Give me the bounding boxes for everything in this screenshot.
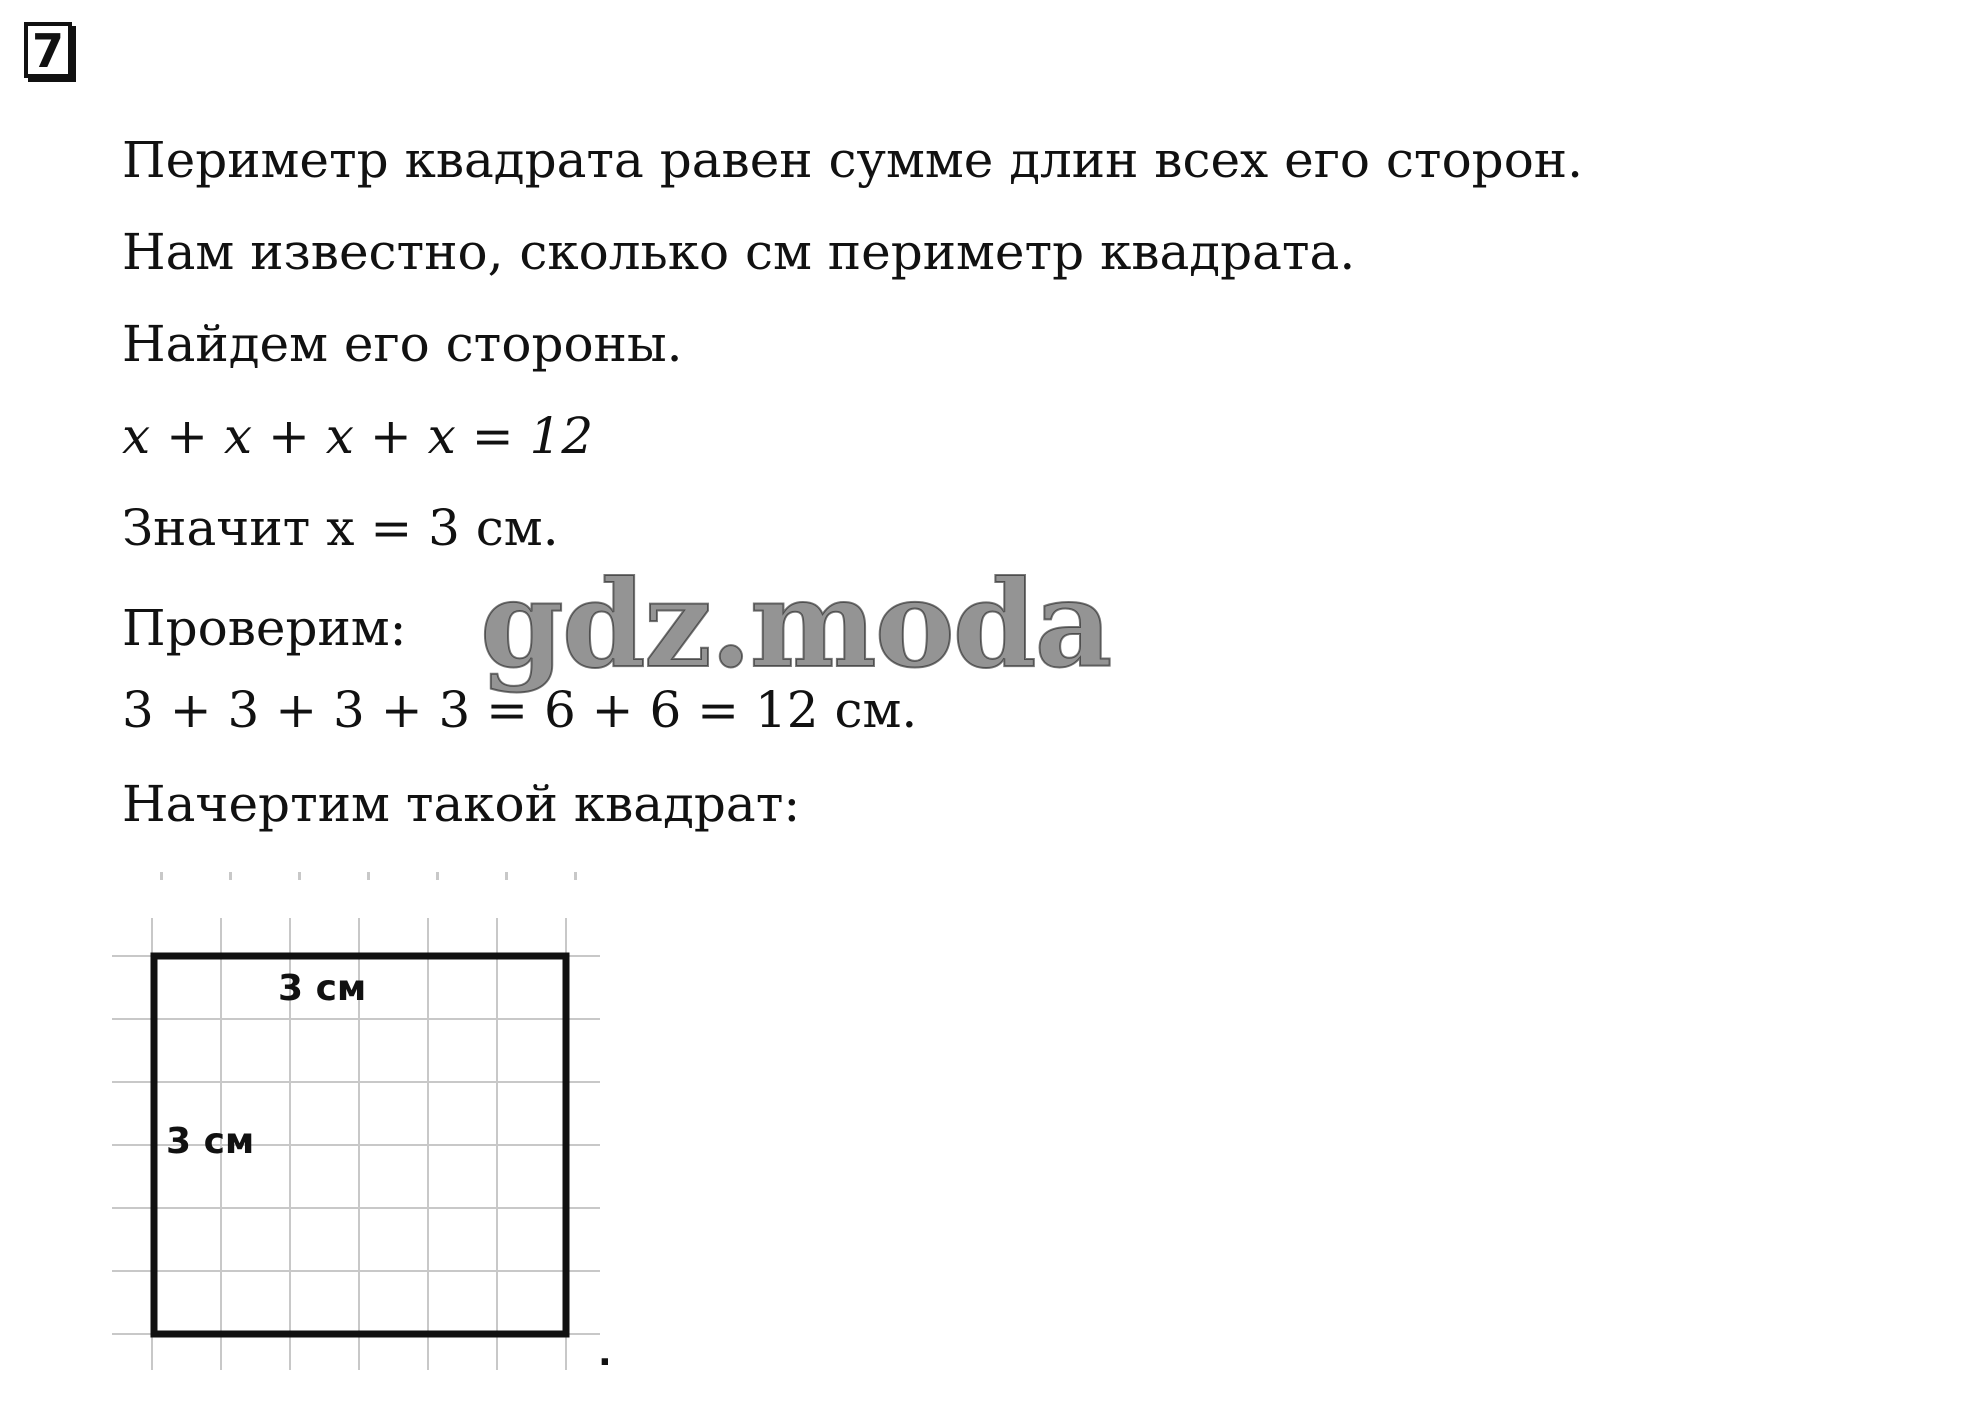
text-line-1: Периметр квадрата равен сумме длин всех его сторон.	[122, 131, 1584, 189]
text-line-2: Нам известно, сколько см периметр квадрата.	[122, 223, 1356, 281]
result-line: Значит x = 3 см.	[122, 499, 559, 557]
grid-dots	[160, 872, 577, 880]
task-number-box	[24, 22, 72, 78]
text-line-3: Найдем его стороны.	[122, 315, 683, 373]
top-side-label: 3 см	[278, 968, 367, 1009]
draw-instruction: Начертим такой квадрат:	[122, 775, 801, 833]
equation-line: x + x + x + x = 12	[122, 407, 594, 465]
end-period: .	[598, 1333, 612, 1374]
check-line: 3 + 3 + 3 + 3 = 6 + 6 = 12 см.	[122, 681, 918, 739]
square-figure	[100, 860, 640, 1380]
task-number: 7	[31, 24, 64, 78]
watermark-logo: gdz.moda	[480, 554, 1111, 695]
left-side-label: 3 см	[166, 1121, 255, 1162]
check-heading: Проверим:	[122, 599, 407, 657]
